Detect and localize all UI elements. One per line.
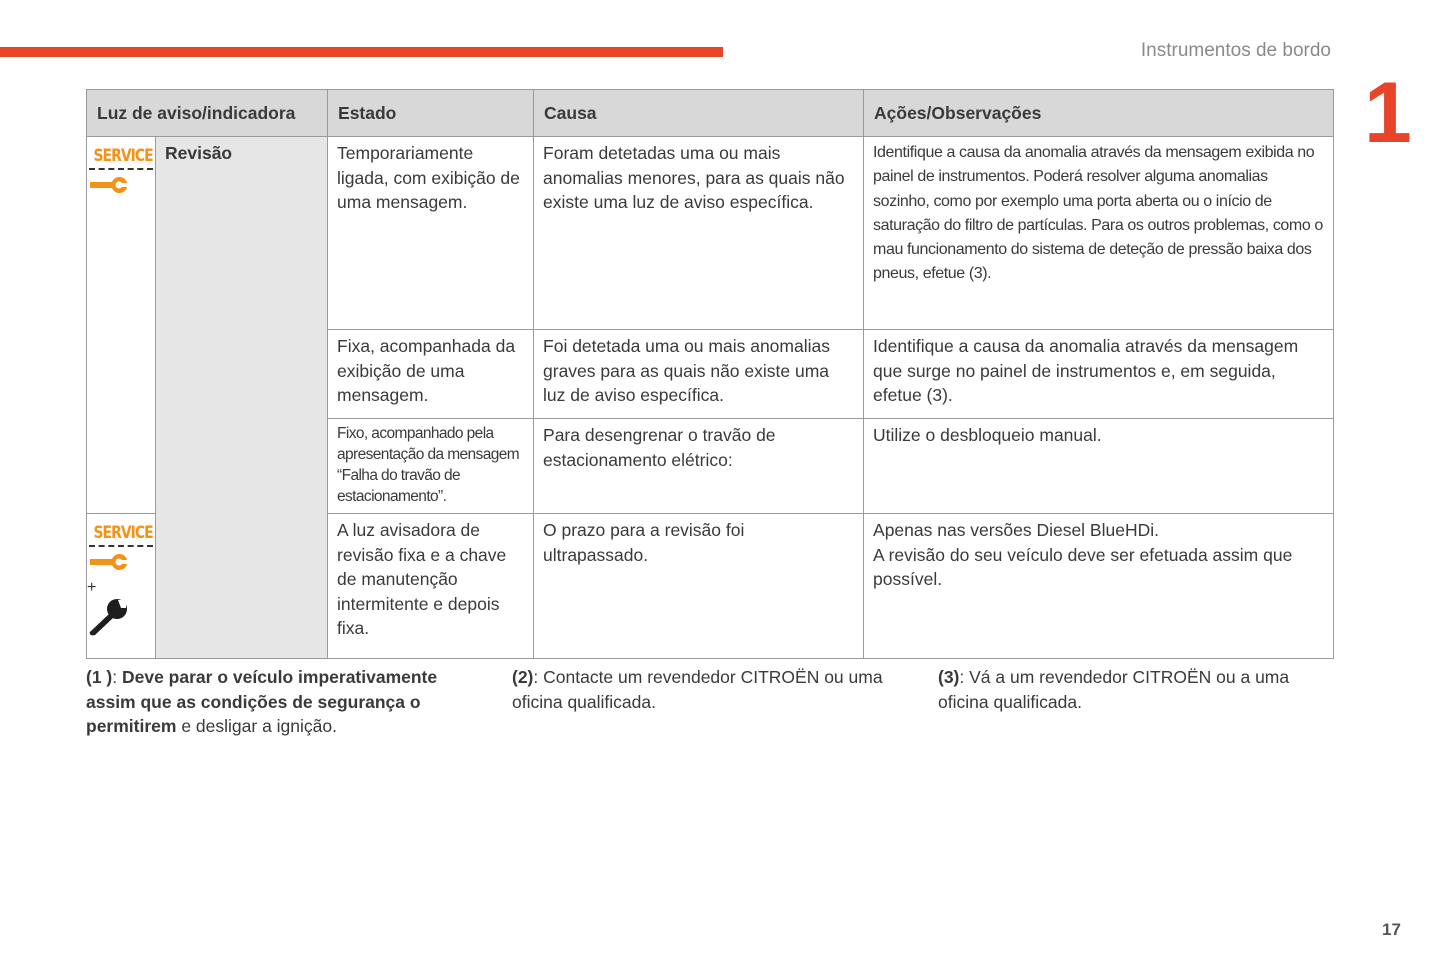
dashed-divider <box>89 168 153 170</box>
service-label: SERVICE <box>93 146 153 166</box>
page-number: 17 <box>1382 920 1401 939</box>
chapter-number: 1 <box>1364 65 1412 161</box>
acoes-line: A revisão do seu veículo deve ser efetuada assim que possível. <box>873 544 1293 589</box>
service-warning-icon <box>87 137 156 514</box>
dashed-divider <box>89 545 153 547</box>
section-title: Instrumentos de bordo <box>1140 40 1331 61</box>
footnote-ref: (3) <box>938 667 960 687</box>
wrench-icon <box>87 174 133 196</box>
table-row <box>87 137 1334 330</box>
acoes-line: Apenas nas versões Diesel BlueHDi. <box>873 520 1159 540</box>
footnote-3 <box>938 665 1333 714</box>
warning-lights-table <box>86 89 1334 659</box>
column-header: Causa <box>534 90 864 137</box>
service-overdue-icon <box>87 514 156 659</box>
maintenance-wrench-icon <box>87 597 131 637</box>
warning-name: Revisão <box>156 137 328 659</box>
column-header: Ações/Observações <box>864 90 1334 137</box>
column-header: Luz de aviso/indicadora <box>87 90 328 137</box>
acoes-cell: Utilize o desbloqueio manual. <box>864 419 1334 514</box>
plus-sign: + <box>87 579 97 596</box>
causa-cell: O prazo para a revisão foi ultrapassado. <box>534 514 864 659</box>
causa-cell: Foram detetadas uma ou mais anomalias menores, para as quais não existe uma luz de aviso específica. <box>534 137 864 330</box>
footnote-ref: (2) <box>512 667 534 687</box>
footnote-ref: (1 ) <box>86 667 113 687</box>
footnote-text: e desligar a ignição. <box>181 716 337 736</box>
acoes-cell: Identifique a causa da anomalia através da mensagem que surge no painel de instrumentos e, em seguida, efetue (3). <box>864 330 1334 419</box>
estado-cell: Temporariamente ligada, com exibição de uma mensagem. <box>328 137 534 330</box>
footnote-bold-text: Deve parar o veículo imperativamente assim que as condições de segurança o permitirem <box>86 667 438 736</box>
estado-cell: Fixa, acompanhada da exibição de uma mensagem. <box>328 330 534 419</box>
service-label: SERVICE <box>93 523 153 543</box>
causa-cell: Para desengrenar o travão de estacionamento elétrico: <box>534 419 864 514</box>
footnote-1: (1 ): Deve parar o veículo imperativamente assim que as condições de segurança o permitirem e desligar a ignição. <box>86 667 438 736</box>
footnote-text: : Vá a um revendedor CITROËN ou a uma oficina qualificada. <box>938 667 1290 712</box>
header-accent-bar <box>0 47 723 57</box>
column-header: Estado <box>328 90 534 137</box>
wrench-icon <box>87 551 133 573</box>
footnote-2 <box>512 665 917 714</box>
table-header-row <box>87 90 1334 137</box>
acoes-cell: Identifique a causa da anomalia através da mensagem exibida no painel de instrumentos. Poderá resolver alguma anomalias sozinho, como por exemplo uma porta aberta ou o início de saturação do filtro de partículas. Para os outros problemas, como o mau funcionamento do sistema de deteção de pressão baixa dos pneus, efetue (3). <box>864 137 1334 330</box>
causa-cell: Foi detetada uma ou mais anomalias graves para as quais não existe uma luz de aviso específica. <box>534 330 864 419</box>
estado-cell: Fixo, acompanhado pela apresentação da mensagem “Falha do travão de estacionamento”. <box>328 419 534 514</box>
acoes-cell <box>864 514 1334 659</box>
footnote-text: : Contacte um revendedor CITROËN ou uma oficina qualificada. <box>512 667 883 712</box>
estado-cell: A luz avisadora de revisão fixa e a chave de manutenção intermitente e depois fixa. <box>328 514 534 659</box>
